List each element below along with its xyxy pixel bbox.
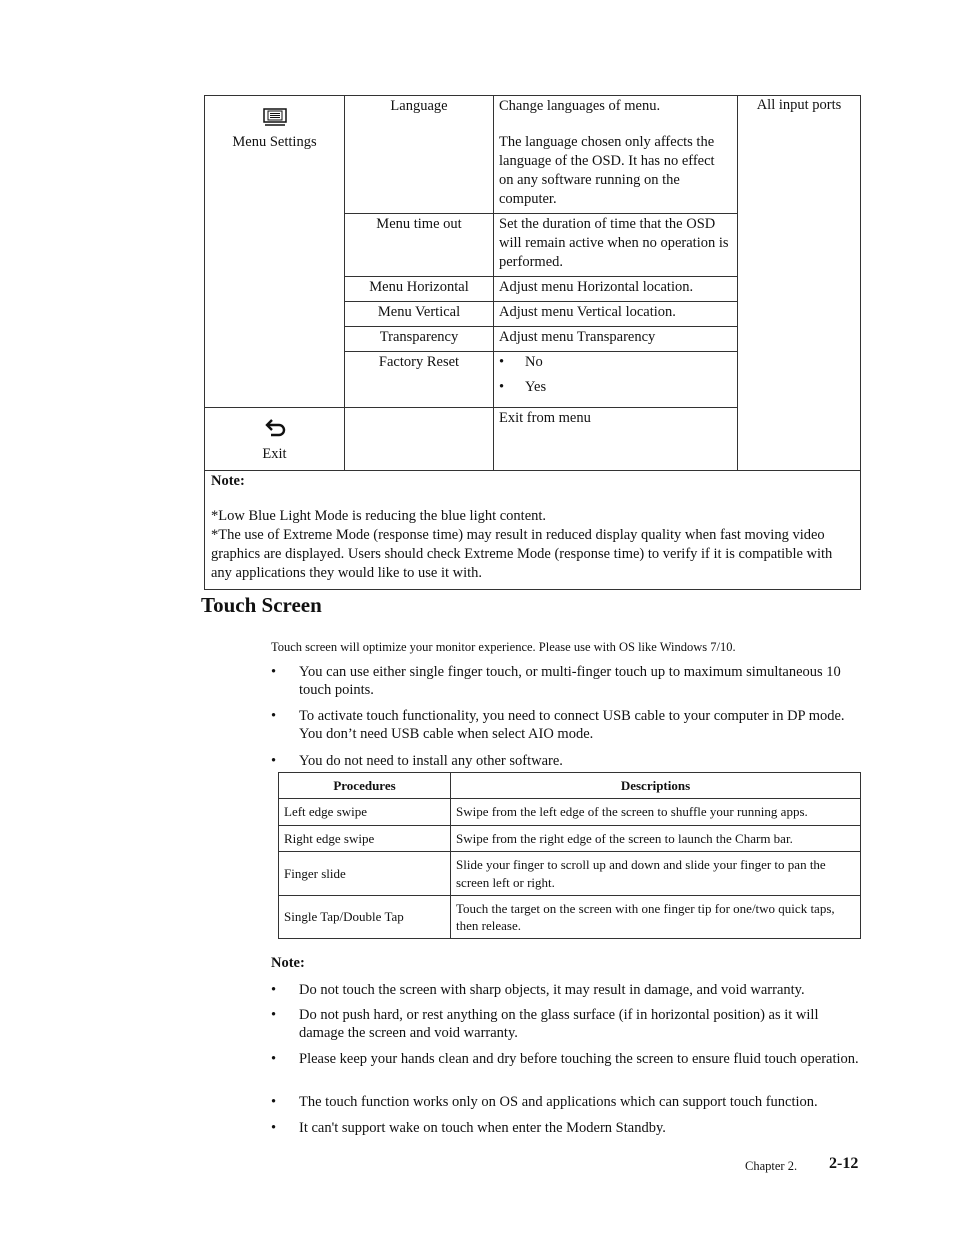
note-bullet-list bbox=[271, 1093, 861, 1111]
osd-item-factory-reset: Factory Reset bbox=[345, 352, 494, 408]
description-cell: Slide your finger to scroll up and down and slide your finger to pan the screen left or right. bbox=[451, 852, 861, 896]
note-bullet: • Please keep your hands clean and dry before touching the screen to ensure fluid touch operation. bbox=[271, 1050, 861, 1068]
osd-desc-exit: Exit from menu bbox=[494, 408, 738, 471]
table-header-procedures: Procedures bbox=[279, 773, 451, 799]
note-bullet-list bbox=[271, 1050, 861, 1068]
note-bullet-list bbox=[271, 981, 861, 999]
osd-note-line: *The use of Extreme Mode (response time) may result in reduced display quality when fast moving video graphics are displayed. Users should check Extreme Mode (response time) to verify if it is compatible with any applications they would like to use it with. bbox=[211, 527, 833, 581]
exit-cell bbox=[205, 408, 345, 471]
note-bullet-list bbox=[271, 1006, 861, 1042]
touch-bullet-list bbox=[271, 663, 861, 699]
description-cell: Swipe from the right edge of the screen to launch the Charm bar. bbox=[451, 826, 861, 852]
table-row bbox=[279, 852, 861, 896]
procedure-cell: Right edge swipe bbox=[279, 826, 451, 852]
osd-item-exit-empty bbox=[345, 408, 494, 471]
table-header-descriptions: Descriptions bbox=[451, 773, 861, 799]
osd-item-menu-horizontal: Menu Horizontal bbox=[345, 277, 494, 302]
osd-desc-menu-time-out: Set the duration of time that the OSD will remain active when no operation is performed. bbox=[494, 214, 738, 277]
note-bullet: • Do not touch the screen with sharp objects, it may result in damage, and void warranty. bbox=[271, 981, 861, 999]
intro-text: Touch screen will optimize your monitor experience. Please use with OS like Windows 7/10. bbox=[271, 640, 736, 654]
osd-note-cell bbox=[205, 471, 861, 590]
section-title: Touch Screen bbox=[201, 593, 322, 617]
menu-settings-cell bbox=[205, 96, 345, 408]
exit-arrow-icon bbox=[263, 418, 287, 440]
touch-bullet: • You can use either single finger touch, or multi-finger touch up to maximum simultaneous 10 touch points. bbox=[271, 663, 861, 699]
osd-desc-factory-reset bbox=[494, 352, 738, 408]
option-no: • No bbox=[499, 353, 732, 378]
footer-page-number: 2-12 bbox=[829, 1155, 859, 1172]
table-row bbox=[279, 896, 861, 939]
table-row bbox=[279, 826, 861, 852]
osd-menu-table bbox=[204, 95, 861, 590]
procedure-cell: Single Tap/Double Tap bbox=[279, 896, 451, 939]
osd-ports-cell: All input ports bbox=[738, 96, 861, 471]
option-yes: • Yes bbox=[499, 378, 732, 403]
note-bullet-list bbox=[271, 1119, 861, 1137]
footer-chapter: Chapter 2. bbox=[745, 1159, 798, 1173]
osd-desc-line: The language chosen only affects the language of the OSD. It has no effect on any software running on the computer. bbox=[499, 134, 715, 207]
touch-bullet-list bbox=[271, 707, 861, 743]
osd-desc-menu-vertical: Adjust menu Vertical location. bbox=[494, 302, 738, 327]
osd-desc-menu-horizontal: Adjust menu Horizontal location. bbox=[494, 277, 738, 302]
osd-item-language: Language bbox=[345, 96, 494, 214]
osd-desc-transparency: Adjust menu Transparency bbox=[494, 327, 738, 352]
note-bullet: • The touch function works only on OS and applications which can support touch function. bbox=[271, 1093, 861, 1111]
menu-settings-icon bbox=[263, 108, 287, 127]
menu-settings-label: Menu Settings bbox=[232, 134, 317, 150]
touch-bullet: • You do not need to install any other software. bbox=[271, 752, 861, 770]
procedures-table bbox=[278, 772, 861, 939]
touch-bullet-list bbox=[271, 752, 861, 770]
procedure-cell: Left edge swipe bbox=[279, 799, 451, 826]
exit-label: Exit bbox=[262, 446, 287, 462]
osd-desc-language bbox=[494, 96, 738, 214]
description-cell: Swipe from the left edge of the screen to shuffle your running apps. bbox=[451, 799, 861, 826]
table-row bbox=[279, 799, 861, 826]
osd-item-menu-vertical: Menu Vertical bbox=[345, 302, 494, 327]
osd-note-line: *Low Blue Light Mode is reducing the blue light content. bbox=[211, 508, 547, 524]
osd-item-menu-time-out: Menu time out bbox=[345, 214, 494, 277]
note-bullet: • Do not push hard, or rest anything on the glass surface (if in horizontal position) as it will damage the screen and void warranty. bbox=[271, 1006, 861, 1042]
osd-item-transparency: Transparency bbox=[345, 327, 494, 352]
procedure-cell: Finger slide bbox=[279, 852, 451, 896]
note-heading: Note: bbox=[271, 955, 305, 971]
description-cell: Touch the target on the screen with one finger tip for one/two quick taps, then release. bbox=[451, 896, 861, 939]
touch-bullet: • To activate touch functionality, you need to connect USB cable to your computer in DP mode. You don’t need USB cable when select AIO mode. bbox=[271, 707, 861, 743]
note-bullet: • It can't support wake on touch when enter the Modern Standby. bbox=[271, 1119, 861, 1137]
osd-note-heading: Note: bbox=[211, 473, 245, 489]
osd-desc-line: Change languages of menu. bbox=[499, 98, 661, 114]
